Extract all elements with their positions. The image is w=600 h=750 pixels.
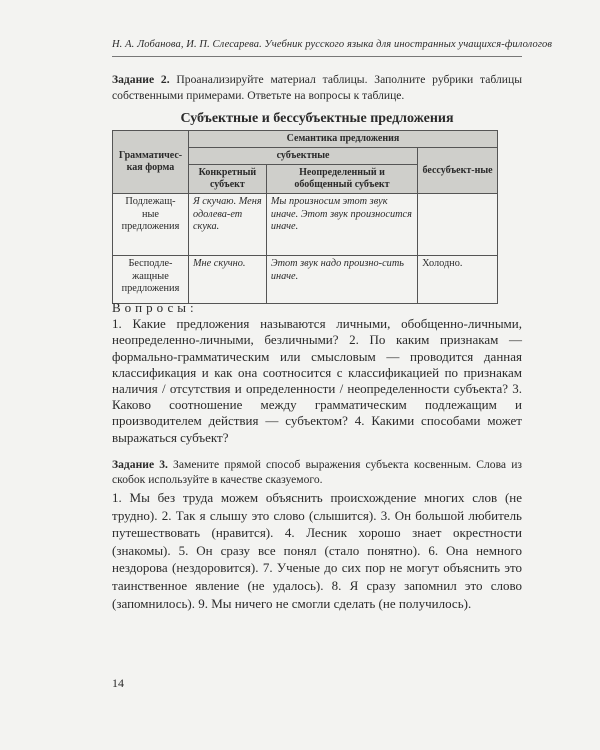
table-row: [113, 194, 498, 256]
row-subjectless: Холодно.: [418, 256, 498, 304]
row-concrete: Я скучаю. Меня одолева-ет скука.: [188, 194, 266, 256]
task3-text: Замените прямой способ выражения субъекта косвенным. Слова из скобок используйте в качестве сказуемого.: [112, 458, 522, 486]
header-subjectless: бессубъект-ные: [418, 148, 498, 194]
header-subjective: субъектные: [188, 148, 417, 165]
row-concrete: Мне скучно.: [188, 256, 266, 304]
questions-text: 1. Какие предложения называются личными, обобщенно-личными, неопределенно-личными, безличными? 2. По каким признакам — формально-грамматическим или смысловым — проводится данная классификация и как она соотносится с классификацией по признакам наличия / отсутствия и определенности / неопределенности субъекта? 3. Каково соотношение между грамматическим подлежащим и производителем действия — субъектом? 4. Какими способами может выражаться субъект?: [112, 316, 522, 445]
header-rule: [112, 56, 522, 57]
task2-label: Задание 2.: [112, 73, 170, 86]
header-concrete-subject: Конкретный субъект: [188, 165, 266, 194]
questions-label: Вопросы:: [112, 300, 198, 315]
header-grammatical-form: Грамматичес-кая форма: [113, 131, 189, 194]
task3-paragraph: [112, 457, 522, 487]
running-header: Н. А. Лобанова, И. П. Слесарева. Учебник русского языка для иностранных учащихся-филологов: [112, 39, 553, 50]
task2-paragraph: [112, 72, 522, 104]
sentences-paragraph: 1. Мы без труда можем объяснить происхождение многих слов (не трудно). 2. Так я слышу это слово (слышится). 3. Он большой любитель путешествовать (нравится). 4. Лесник хорошо знает окрестности (знакомы). 5. Он сразу все понял (стало понятно). 6. Она немного нездорова (нездоровится). 7. Ученые до сих пор не могут объяснить это таинственное явление (не удалось). 8. Я сразу запомнил это слово (запомнилось). 9. Мы ничего не смогли сделать (не получилось).: [112, 490, 522, 611]
header-indefinite-subject: Неопределенный и обобщенный субъект: [266, 165, 417, 194]
semantics-table: [112, 130, 498, 304]
table-title: Субъектные и бессубъектные предложения: [180, 111, 454, 126]
questions-block: [112, 300, 522, 446]
task2-text: Проанализируйте материал таблицы. Заполните рубрики таблицы собственными примерами. Ответьте на вопросы к таблице.: [112, 73, 522, 102]
task3-label: Задание 3.: [112, 458, 168, 471]
table-row: [113, 256, 498, 304]
header-semantics: Семантика предложения: [188, 131, 497, 148]
row-indefinite: Этот звук надо произно-сить иначе.: [266, 256, 417, 304]
table-header-row: [113, 131, 498, 148]
page-number: 14: [112, 676, 124, 690]
row-subjectless: [418, 194, 498, 256]
row-form: Подлежащ-ные предложения: [113, 194, 189, 256]
row-indefinite: Мы произносим этот звук иначе. Этот звук произносится иначе.: [266, 194, 417, 256]
row-form: Бесподле-жащные предложения: [113, 256, 189, 304]
